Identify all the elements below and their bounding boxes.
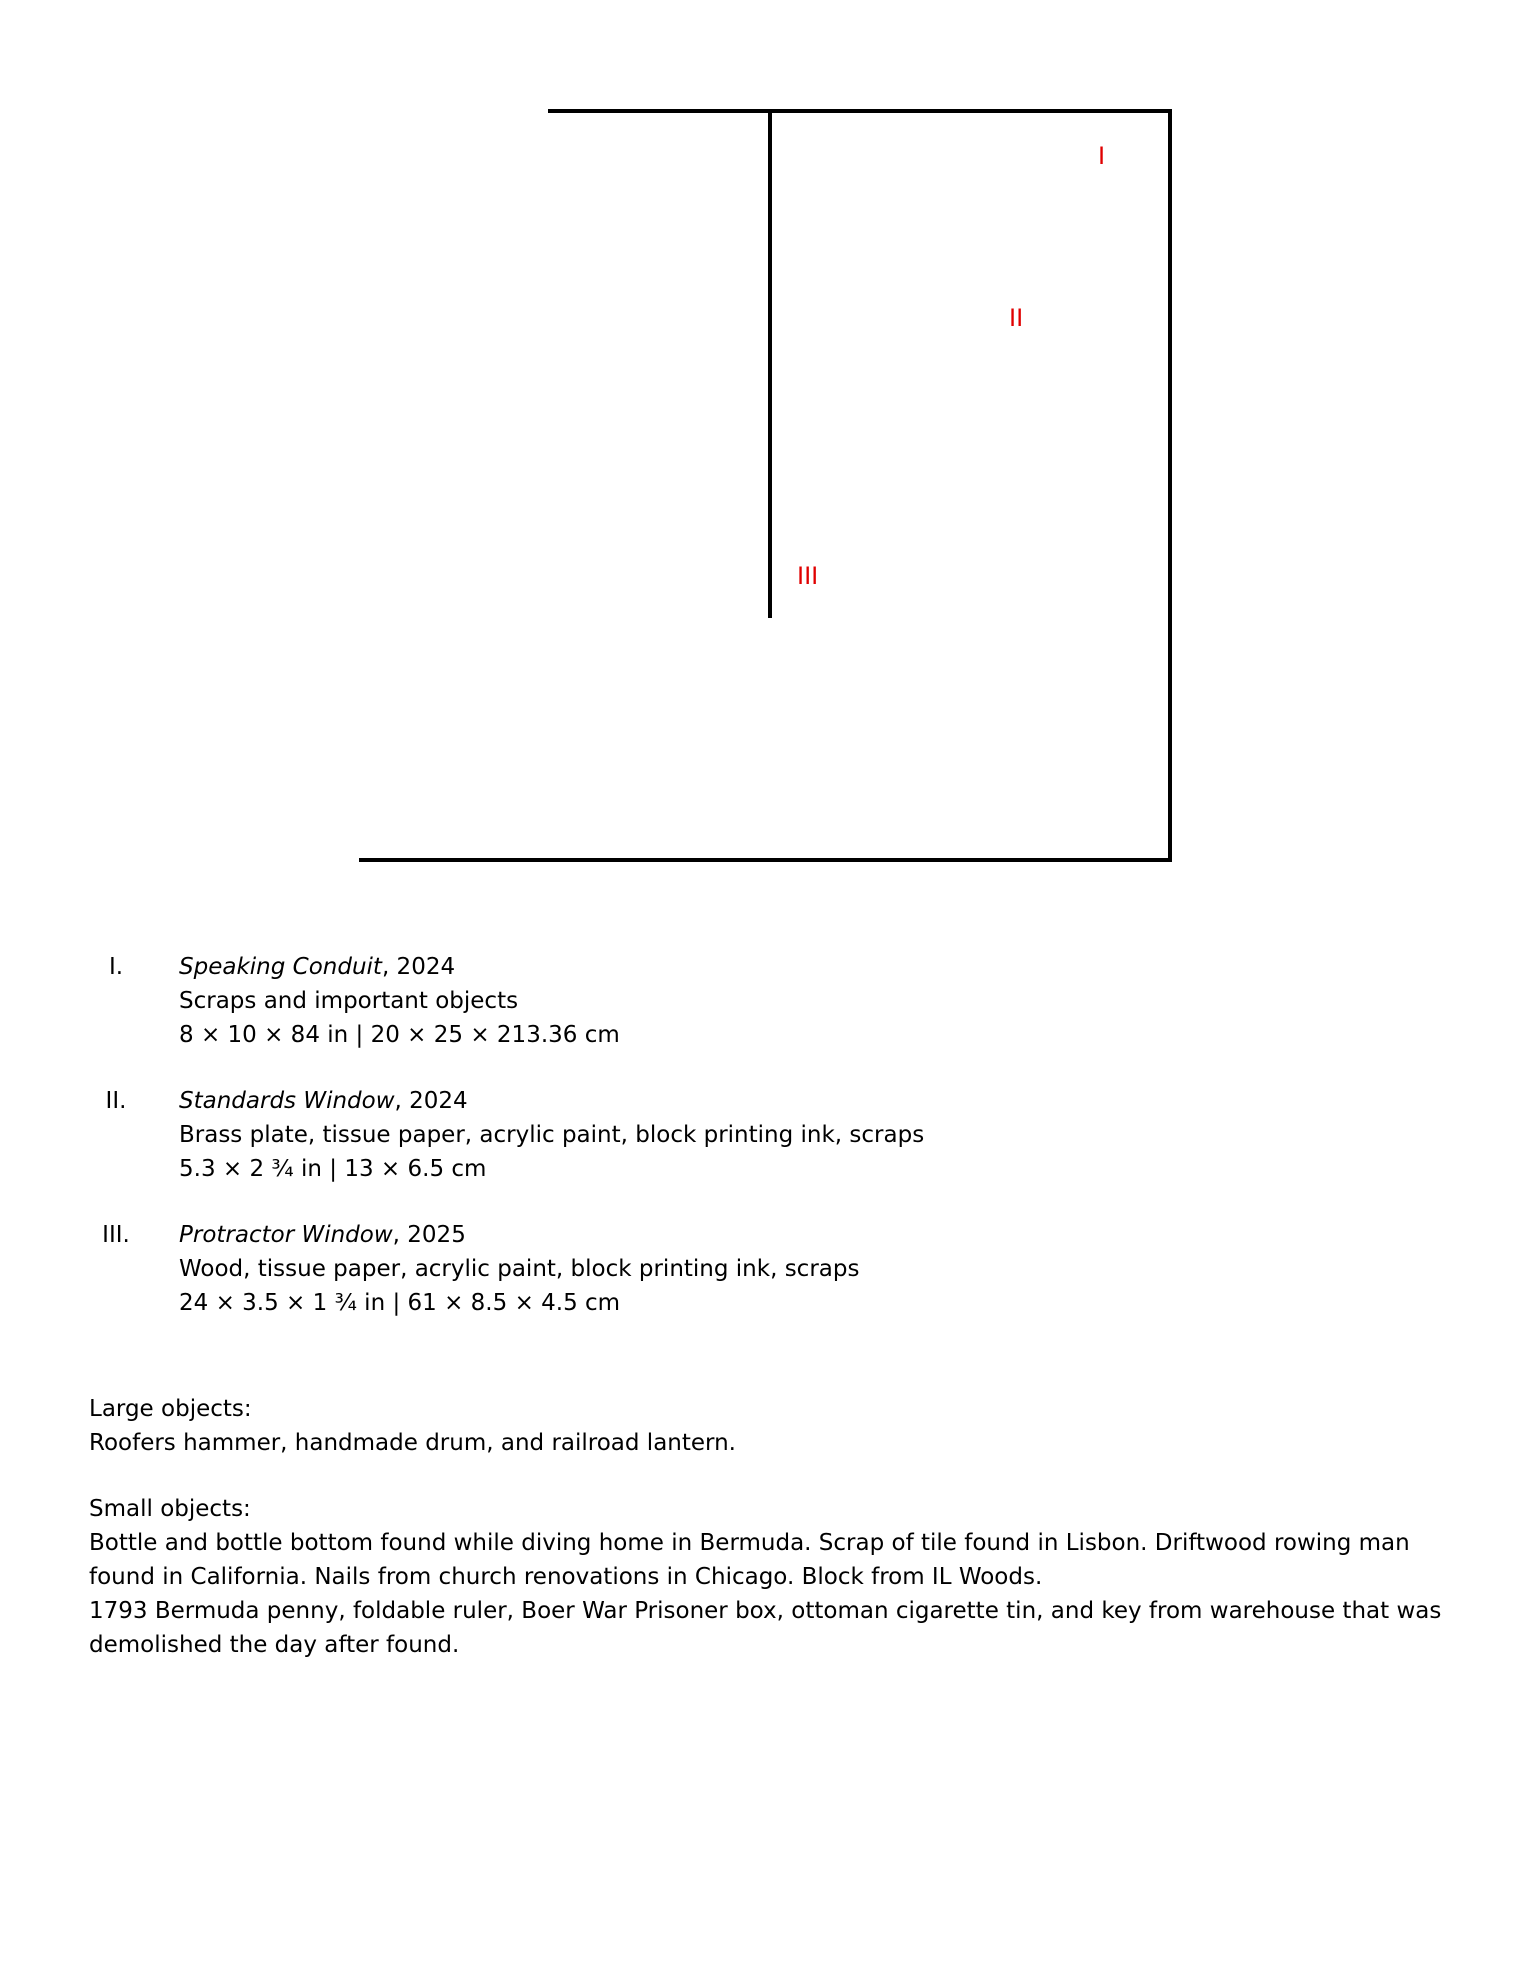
work-materials: Wood, tissue paper, acrylic paint, block printing ink, scraps — [179, 1256, 860, 1282]
work-number: II. — [105, 1088, 127, 1114]
work-details — [179, 950, 620, 1052]
work-materials: Brass plate, tissue paper, acrylic paint, block printing ink, scraps — [179, 1122, 925, 1148]
marker-i: II — [1009, 304, 1024, 332]
works-list — [0, 950, 1530, 1352]
bottom-wall — [359, 858, 1172, 862]
work-item — [0, 950, 1530, 1084]
right-wall — [1168, 109, 1172, 862]
work-year: , 2024 — [381, 954, 456, 980]
work-item — [0, 1084, 1530, 1218]
work-dimensions: 24 × 3.5 × 1 ¾ in | 61 × 8.5 × 4.5 cm — [179, 1290, 621, 1316]
work-title-line — [179, 1218, 859, 1252]
work-title: Standards Window — [179, 1088, 395, 1114]
work-materials: Scraps and important objects — [179, 988, 519, 1014]
work-details — [179, 1084, 924, 1186]
marker-iii: III — [797, 562, 819, 590]
small-objects-text: Bottle and bottle bottom found while diving home in Bermuda. Scrap of tile found in Lisbon. Driftwood rowing man found in California. Nails from church renovations in Chicago. Block from IL Woods. — [89, 1530, 1410, 1590]
small-objects-text: 1793 Bermuda penny, foldable ruler, Boer War Prisoner box, ottoman cigarette tin, and key from warehouse that was demolished the day after found. — [89, 1598, 1442, 1658]
work-title-line — [179, 950, 620, 984]
work-details — [179, 1218, 859, 1320]
work-title-line — [179, 1084, 924, 1118]
work-dimensions: 8 × 10 × 84 in | 20 × 25 × 213.36 cm — [179, 1022, 620, 1048]
work-number: I. — [108, 954, 124, 980]
large-objects-heading: Large objects: — [89, 1396, 252, 1422]
small-objects-heading: Small objects: — [89, 1496, 251, 1522]
work-year: , 2025 — [392, 1222, 466, 1248]
top-wall — [548, 109, 1172, 113]
work-item — [0, 1218, 1530, 1352]
partition-wall — [768, 111, 772, 618]
work-number: III. — [102, 1222, 130, 1248]
work-title: Protractor Window — [179, 1222, 393, 1248]
object-notes — [89, 1392, 1449, 1662]
floor-plan-diagram — [0, 0, 1530, 900]
spacer — [89, 1460, 1449, 1492]
work-year: , 2024 — [394, 1088, 468, 1114]
marker-ii: I — [1098, 142, 1106, 170]
work-title: Speaking Conduit — [179, 954, 382, 980]
work-dimensions: 5.3 × 2 ¾ in | 13 × 6.5 cm — [179, 1156, 487, 1182]
large-objects-text: Roofers hammer, handmade drum, and railroad lantern. — [89, 1430, 736, 1456]
